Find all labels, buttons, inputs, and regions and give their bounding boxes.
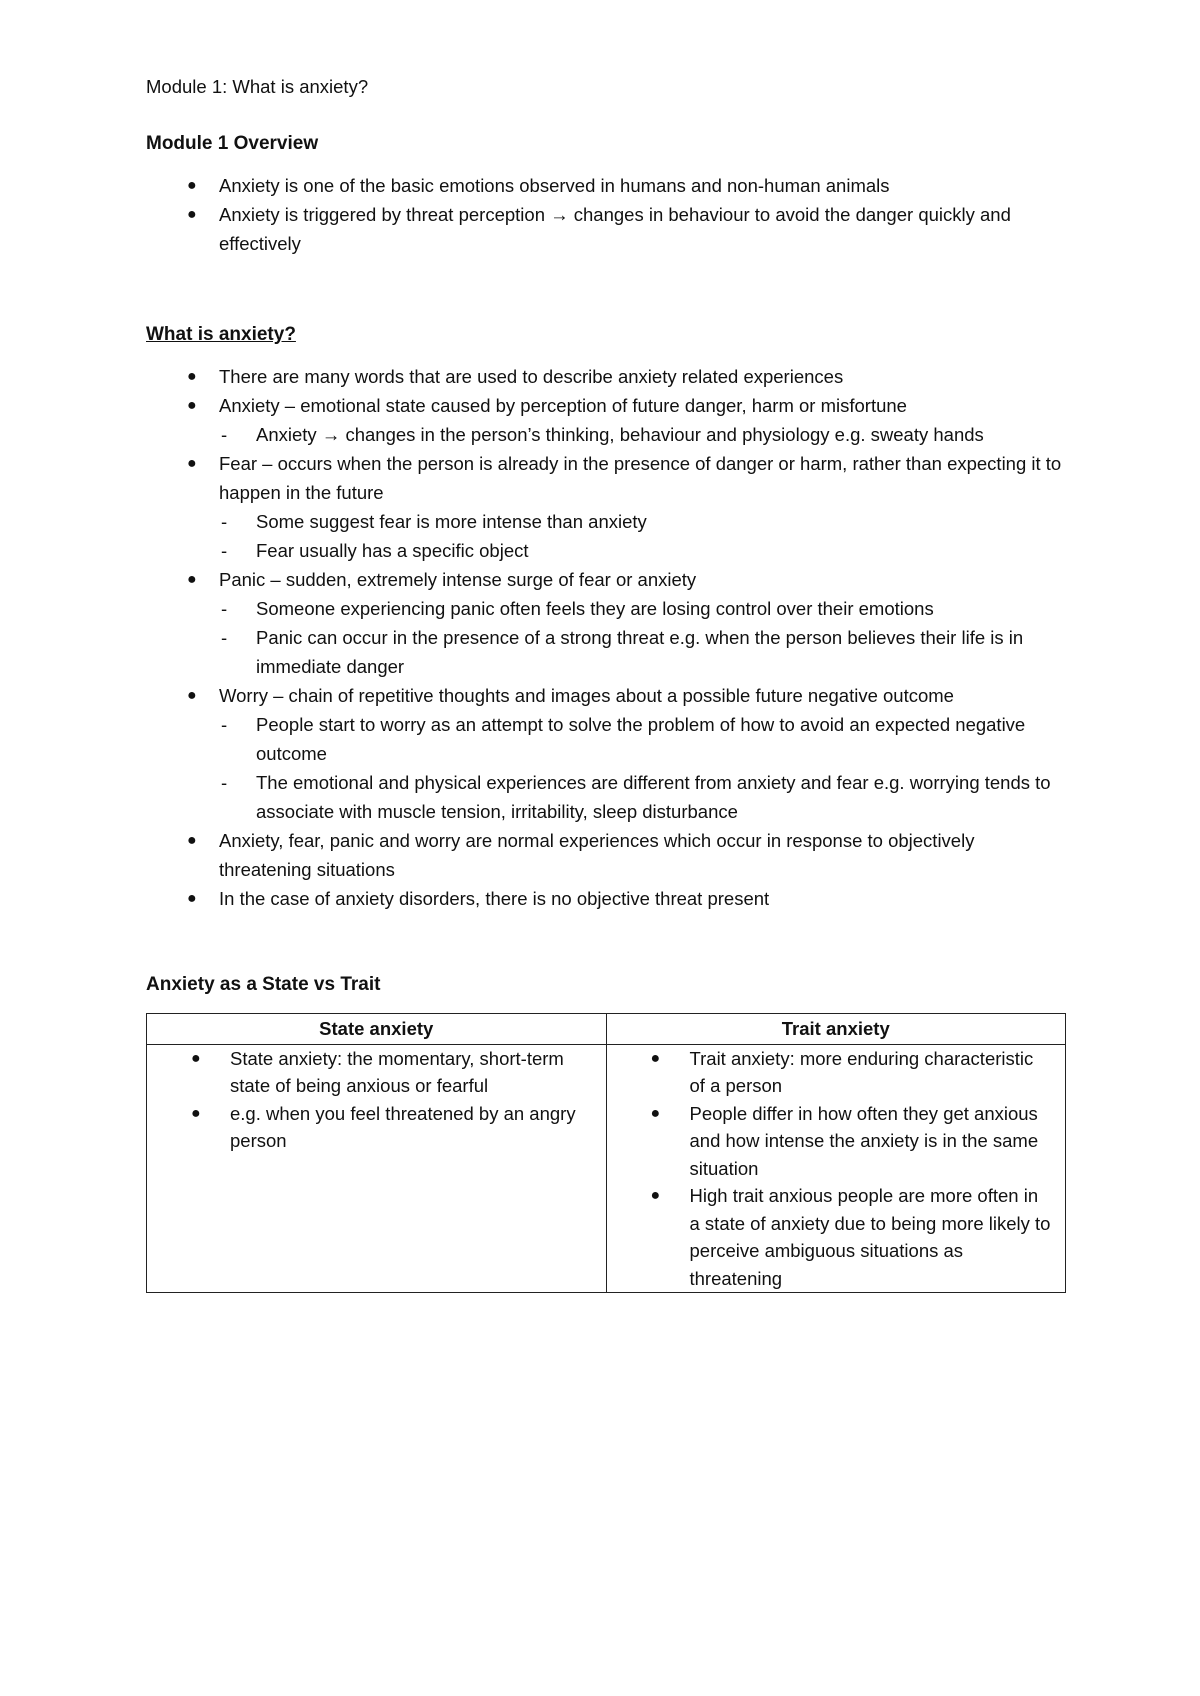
list-item <box>146 681 1066 826</box>
sub-list <box>219 507 1066 565</box>
bullet-text: Trait anxiety: more enduring characteristic of a person <box>689 1047 1034 1096</box>
sub-list-item <box>219 623 1066 681</box>
dash-icon: - <box>221 627 228 648</box>
document-body <box>146 72 1066 1293</box>
bullet-text: Worry – chain of repetitive thoughts and images about a possible future negative outcome <box>219 685 954 706</box>
sub-item-text: Fear usually has a specific object <box>256 540 529 561</box>
bullet-icon: ● <box>187 687 197 704</box>
overview-section <box>146 129 1066 258</box>
bullet-icon: ● <box>187 206 197 223</box>
list-item <box>146 200 1066 258</box>
sub-item-text: Panic can occur in the presence of a strong threat e.g. when the person believes their life is in immediate danger <box>256 627 1024 677</box>
bullet-icon: ● <box>187 832 197 849</box>
sub-list <box>219 594 1066 681</box>
list-item <box>146 565 1066 681</box>
overview-heading: Module 1 Overview <box>146 133 319 154</box>
table-row <box>147 1044 1066 1293</box>
bullet-text: Fear – occurs when the person is already in the presence of danger or harm, rather than expecting it to happen in the future <box>219 453 1062 503</box>
sub-list <box>219 420 1066 449</box>
state-vs-trait-heading: Anxiety as a State vs Trait <box>146 974 381 995</box>
sub-item-text: People start to worry as an attempt to solve the problem of how to avoid an expected negative outcome <box>256 714 1026 764</box>
sub-list-item <box>219 507 1066 536</box>
sub-item-text: Some suggest fear is more intense than anxiety <box>256 511 647 532</box>
bullet-text: Anxiety – emotional state caused by perception of future danger, harm or misfortune <box>219 395 907 416</box>
sub-list-item <box>219 594 1066 623</box>
sub-item-text: Anxiety → changes in the person’s thinking, behaviour and physiology e.g. sweaty hands <box>256 424 984 445</box>
bullet-text: There are many words that are used to describe anxiety related experiences <box>219 366 844 387</box>
list-item <box>146 171 1066 200</box>
list-item <box>147 1045 592 1100</box>
bullet-text: People differ in how often they get anxious and how intense the anxiety is in the same situation <box>689 1102 1039 1179</box>
trait-anxiety-column-header: Trait anxiety <box>606 1014 1066 1045</box>
bullet-icon: ● <box>650 1049 661 1067</box>
list-item <box>147 1100 592 1155</box>
sub-item-text: The emotional and physical experiences are different from anxiety and fear e.g. worrying tends to associate with muscle tension, irritability, sleep disturbance <box>256 772 1051 822</box>
sub-list-item <box>219 536 1066 565</box>
state-anxiety-column-header: State anxiety <box>147 1014 607 1045</box>
overview-bullet-list <box>146 171 1066 258</box>
list-item <box>146 391 1066 449</box>
dash-icon: - <box>221 424 228 445</box>
sub-list-item <box>219 420 1066 449</box>
bullet-icon: ● <box>187 455 197 472</box>
bullet-text: Anxiety is one of the basic emotions observed in humans and non-human animals <box>219 175 890 196</box>
list-item <box>607 1182 1052 1292</box>
what-is-anxiety-section <box>146 320 1066 913</box>
dash-icon: - <box>221 598 228 619</box>
bullet-icon: ● <box>650 1104 661 1122</box>
document-title: Module 1: What is anxiety? <box>146 76 369 97</box>
sub-list <box>219 710 1066 826</box>
dash-icon: - <box>221 511 228 532</box>
bullet-icon: ● <box>191 1104 201 1122</box>
bullet-text: Anxiety is triggered by threat perception → changes in behaviour to avoid the danger quickly and effectively <box>219 204 1011 254</box>
bullet-icon: ● <box>187 571 197 588</box>
bullet-text: Panic – sudden, extremely intense surge of fear or anxiety <box>219 569 697 590</box>
state-anxiety-cell <box>147 1044 607 1293</box>
sub-list-item <box>219 768 1066 826</box>
what-is-anxiety-heading: What is anxiety? <box>146 324 296 345</box>
bullet-icon: ● <box>191 1049 201 1067</box>
state-vs-trait-section <box>146 970 1066 1293</box>
dash-icon: - <box>221 772 228 793</box>
trait-anxiety-list <box>607 1045 1062 1293</box>
bullet-icon: ● <box>650 1187 661 1204</box>
state-trait-table <box>146 1013 1066 1293</box>
sub-item-text: Someone experiencing panic often feels they are losing control over their emotions <box>256 598 934 619</box>
bullet-text: In the case of anxiety disorders, there is no objective threat present <box>219 888 770 909</box>
list-item <box>146 449 1066 565</box>
bullet-icon: ● <box>187 397 197 414</box>
dash-icon: - <box>221 540 228 561</box>
list-item <box>146 362 1066 391</box>
bullet-icon: ● <box>187 368 197 385</box>
list-item <box>607 1100 1052 1183</box>
state-anxiety-list <box>147 1045 602 1155</box>
bullet-icon: ● <box>187 177 197 194</box>
list-item <box>146 884 1066 913</box>
bullet-icon: ● <box>187 890 197 907</box>
bullet-text: High trait anxious people are more often in a state of anxiety due to being more likely to perceive ambiguous situations as threatening <box>689 1185 1051 1289</box>
dash-icon: - <box>221 714 228 735</box>
table-header-row <box>147 1014 1066 1045</box>
bullet-text: Anxiety, fear, panic and worry are normal experiences which occur in response to objectively threatening situations <box>219 830 975 880</box>
list-item <box>607 1045 1052 1100</box>
bullet-text: e.g. when you feel threatened by an angry person <box>230 1102 576 1151</box>
sub-list-item <box>219 710 1066 768</box>
bullet-text: State anxiety: the momentary, short-term state of being anxious or fearful <box>230 1047 564 1096</box>
trait-anxiety-cell <box>606 1044 1066 1293</box>
list-item <box>146 826 1066 884</box>
what-is-anxiety-list <box>146 362 1066 913</box>
